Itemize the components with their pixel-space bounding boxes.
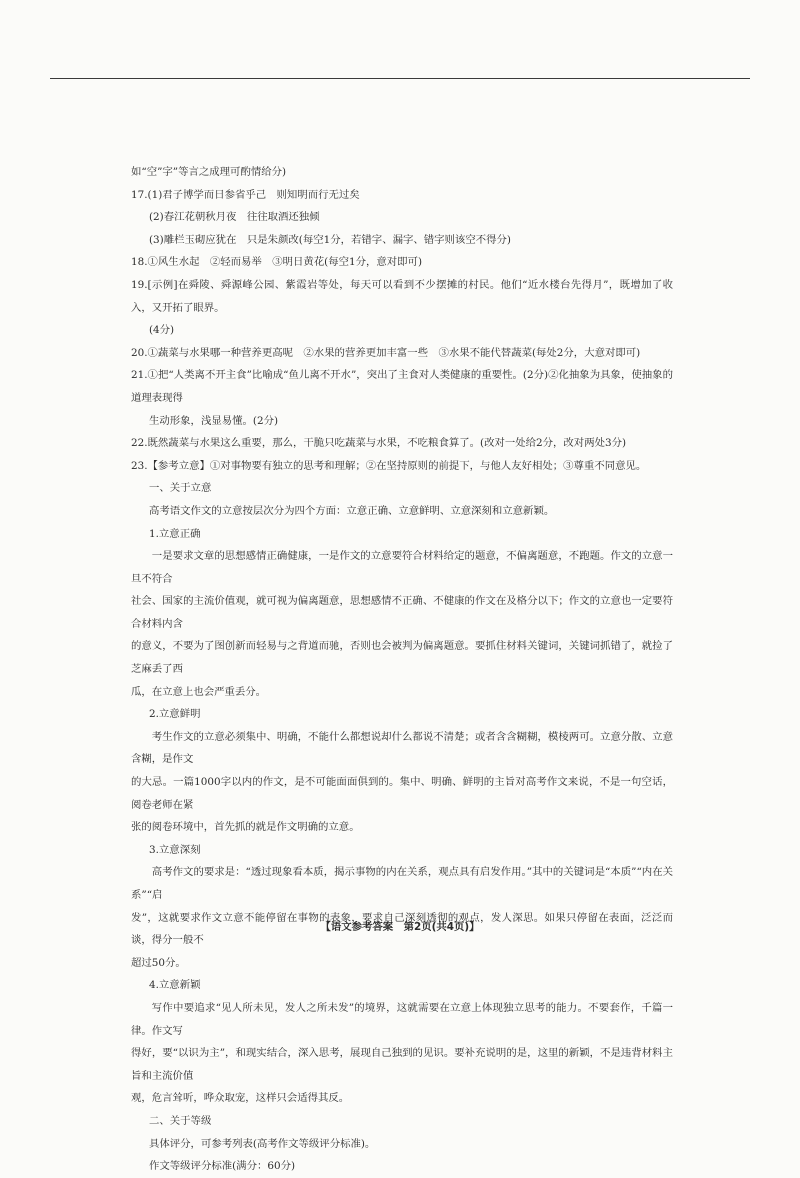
subheading-3: 3.立意深刻 — [149, 843, 201, 856]
text-line: 作文等级评分标准(满分：60分) — [149, 1160, 296, 1173]
text-line: 张的阅卷环境中，首先抓的就是作文明确的立意。 — [131, 821, 360, 834]
subheading-1: 1.立意正确 — [149, 527, 201, 540]
answer-19-score: (4分) — [149, 324, 175, 337]
text-line: 一是要求文章的思想感情正确健康，一是作文的立意要符合材料给定的题意，不偏离题意，不跑题。作文的立意一旦不符合 — [131, 550, 673, 585]
text-line: 观，危言耸听，哗众取宠，这样只会适得其反。 — [131, 1092, 350, 1105]
text-line: 社会、国家的主流价值观，就可视为偏离题意，思想感情不正确、不健康的作文在及格分以下；作文的立意也一定要符合材料内含 — [131, 595, 673, 630]
answer-19: 19.[示例]在舜陵、舜源峰公园、紫霞岩等处，每天可以看到不少摆摊的村民。他们“近水楼台先得月”，既增加了收入，又开拓了眼界。 — [131, 278, 673, 314]
answer-21-cont: 生动形象，浅显易懂。(2分) — [149, 414, 279, 427]
text-line: 超过50分。 — [131, 956, 186, 969]
answer-21: 21.①把“人类离不开主食”比喻成“鱼儿离不开水”，突出了主食对人类健康的重要性。(2分)②化抽象为具象，使抽象的道理表现得 — [131, 369, 673, 404]
answer-22: 22.既然蔬菜与水果这么重要，那么，干脆只吃蔬菜与水果，不吃粮食算了。(改对一处给2分，改对两处3分) — [131, 437, 627, 450]
text-line: 写作中要追求“见人所未见，发人之所未发”的境界，这就需要在立意上体现独立思考的能力。不要套作，千篇一律。作文写 — [131, 1001, 673, 1037]
text-line: 具体评分，可参考列表(高考作文等级评分标准)。 — [149, 1137, 376, 1150]
answer-18: 18.①风生水起 ②轻而易举 ③明日黄花(每空1分，意对即可) — [131, 256, 423, 269]
text-line: 高考作文的要求是：“透过现象看本质，揭示事物的内在关系，观点具有启发作用。”其中的关键词是“本质”“内在关系”“启 — [131, 866, 673, 901]
text-line: 得好，要“以识为主”，和现实结合，深入思考，展现自己独到的见识。要补充说明的是，这里的新颖，不是违背材料主旨和主流价值 — [131, 1047, 673, 1082]
subheading-4: 4.立意新颖 — [149, 979, 201, 992]
answer-17-3: (3)雕栏玉砌应犹在 只是朱颜改(每空1分，若错字、漏字、错字则该空不得分) — [149, 233, 511, 246]
text-line: 的大忌。一篇1000字以内的作文，是不可能面面俱到的。集中、明确、鲜明的主旨对高考作文来说，不是一句空话，阅卷老师在紧 — [131, 776, 673, 811]
text-line: 瓜，在立意上也会严重丢分。 — [131, 685, 267, 698]
answer-20: 20.①蔬菜与水果哪一种营养更高呢 ②水果的营养更加丰富一些 ③水果不能代替蔬菜(每处2分，大意对即可) — [131, 346, 641, 359]
page-footer: 【语文参考答案 第2页(共4页)】 — [320, 921, 480, 933]
answer-23: 23.【参考立意】①对事物要有独立的思考和理解；②在坚持原则的前提下，与他人友好相处；③尊重不同意见。 — [131, 459, 647, 472]
subheading-2: 2.立意鲜明 — [149, 708, 201, 721]
header-rule — [50, 78, 750, 79]
text-line: 如“空”字”等言之成理可酌情给分) — [131, 166, 287, 178]
answer-17-2: (2)春江花朝秋月夜 往往取酒还独倾 — [149, 211, 320, 224]
text-line: 发”，这就要求作文立意不能停留在事物的表象，要求自己深刻透彻的观点，发人深思。如果只停留在表面，泛泛而谈，得分一般不 — [131, 911, 673, 947]
answer-key-body — [131, 161, 673, 1178]
text-line: 考生作文的立意必须集中、明确，不能什么都想说却什么都说不清楚；或者含含糊糊，模棱两可。立意分散、立意含糊，是作文 — [131, 730, 673, 766]
section-heading-1: 一、关于立意 — [149, 482, 212, 495]
answer-17-1: 17.(1)君子博学而日参省乎己 则知明而行无过矣 — [131, 188, 360, 201]
text-line: 的意义，不要为了图创新而轻易与之背道而驰，否则也会被判为偏离题意。要抓住材料关键词，关键词抓错了，就捡了芝麻丢了西 — [131, 640, 673, 676]
section-heading-2: 二、关于等级 — [149, 1114, 212, 1127]
text-line: 高考语文作文的立意按层次分为四个方面：立意正确、立意鲜明、立意深刻和立意新颖。 — [149, 504, 555, 517]
